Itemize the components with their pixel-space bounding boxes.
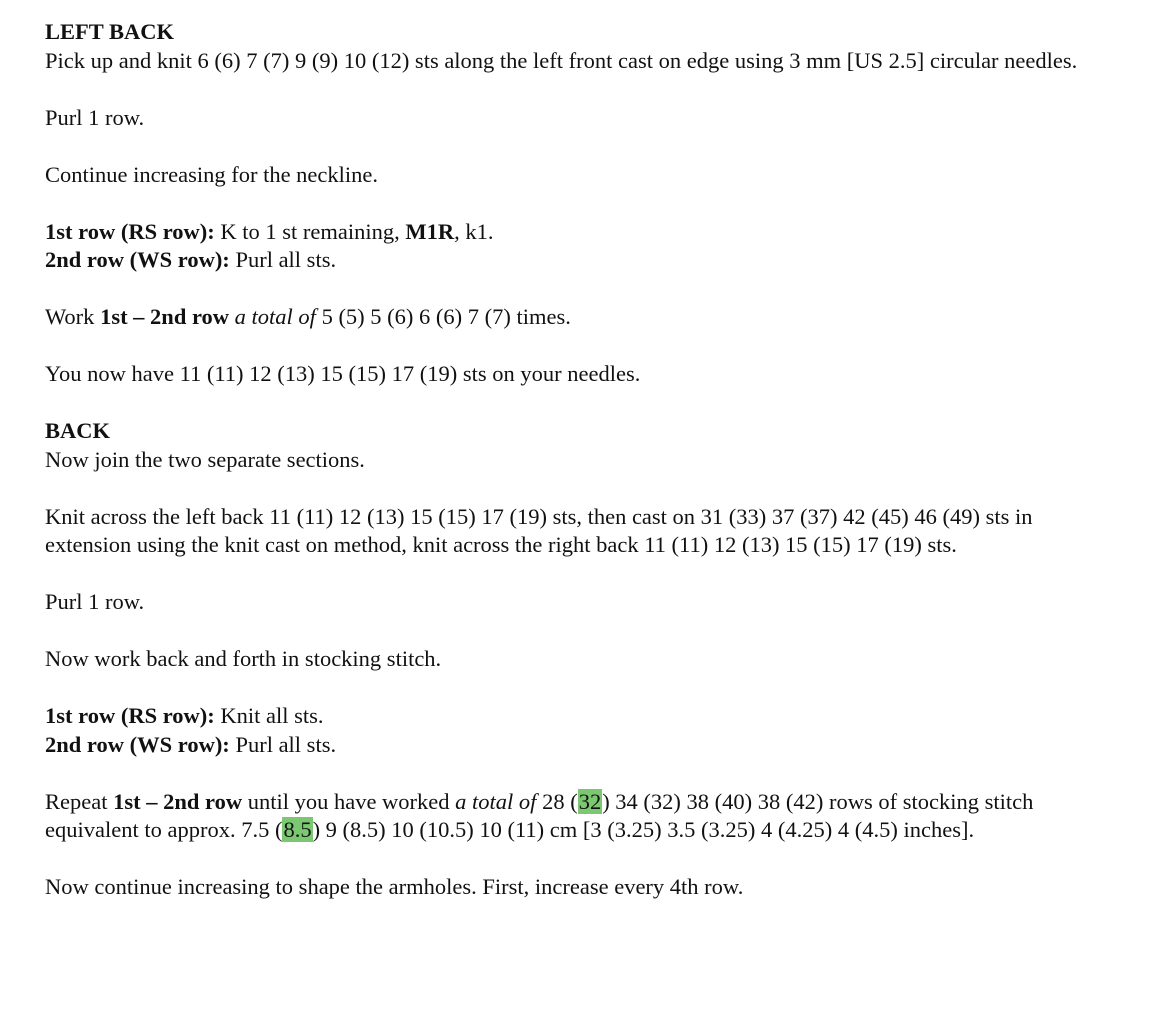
left-back-continue: Continue increasing for the neckline. bbox=[45, 161, 379, 187]
left-back-row2: 2nd row (WS row): Purl all sts. bbox=[45, 247, 337, 272]
back-repeat: Repeat 1st – 2nd row until you have worked a total of 28 (32) 34 (32) 38 (40) 38 (42) rows of stocking stitch equivalent to approx. 7.5 (8.5) 9 (8.5) 10 (10.5) 10 (11) cm [3 (3.25) 3.5 (3.25) 4 (4.25) 4 (4.5) inches]. bbox=[45, 788, 1034, 842]
highlight-32: 32 bbox=[578, 788, 602, 814]
back-armholes: Now continue increasing to shape the armholes. First, increase every 4th row. bbox=[45, 874, 744, 899]
left-back-intro: Pick up and knit 6 (6) 7 (7) 9 (9) 10 (12) sts along the left front cast on edge using 3 mm [US 2.5] circular needles. bbox=[45, 47, 1078, 73]
left-back-now-have: You now have 11 (11) 12 (13) 15 (15) 17 (19) sts on your needles. bbox=[45, 361, 641, 386]
left-back-row1: 1st row (RS row): K to 1 st remaining, M1R, k1. bbox=[45, 218, 494, 244]
left-back-heading: LEFT BACK bbox=[45, 19, 174, 44]
back-purl: Purl 1 row. bbox=[45, 589, 145, 614]
left-back-work: Work 1st – 2nd row a total of 5 (5) 5 (6) 6 (6) 7 (7) times. bbox=[45, 304, 571, 329]
back-row2: 2nd row (WS row): Purl all sts. bbox=[45, 731, 337, 757]
back-stocking: Now work back and forth in stocking stitch. bbox=[45, 646, 442, 671]
back-heading: BACK bbox=[45, 418, 111, 443]
highlight-8-5: 8.5 bbox=[283, 817, 312, 842]
back-row1: 1st row (RS row): Knit all sts. bbox=[45, 703, 324, 728]
back-knit-across: Knit across the left back 11 (11) 12 (13) 15 (15) 17 (19) sts, then cast on 31 (33) 37 (37) 42 (45) 46 (49) sts in extension using the knit cast on method, knit across the right back 11 (11) 12 (13) 15 (15) 17 (19) sts. bbox=[45, 503, 1033, 557]
left-back-purl: Purl 1 row. bbox=[45, 104, 145, 130]
back-join: Now join the two separate sections. bbox=[45, 446, 365, 472]
